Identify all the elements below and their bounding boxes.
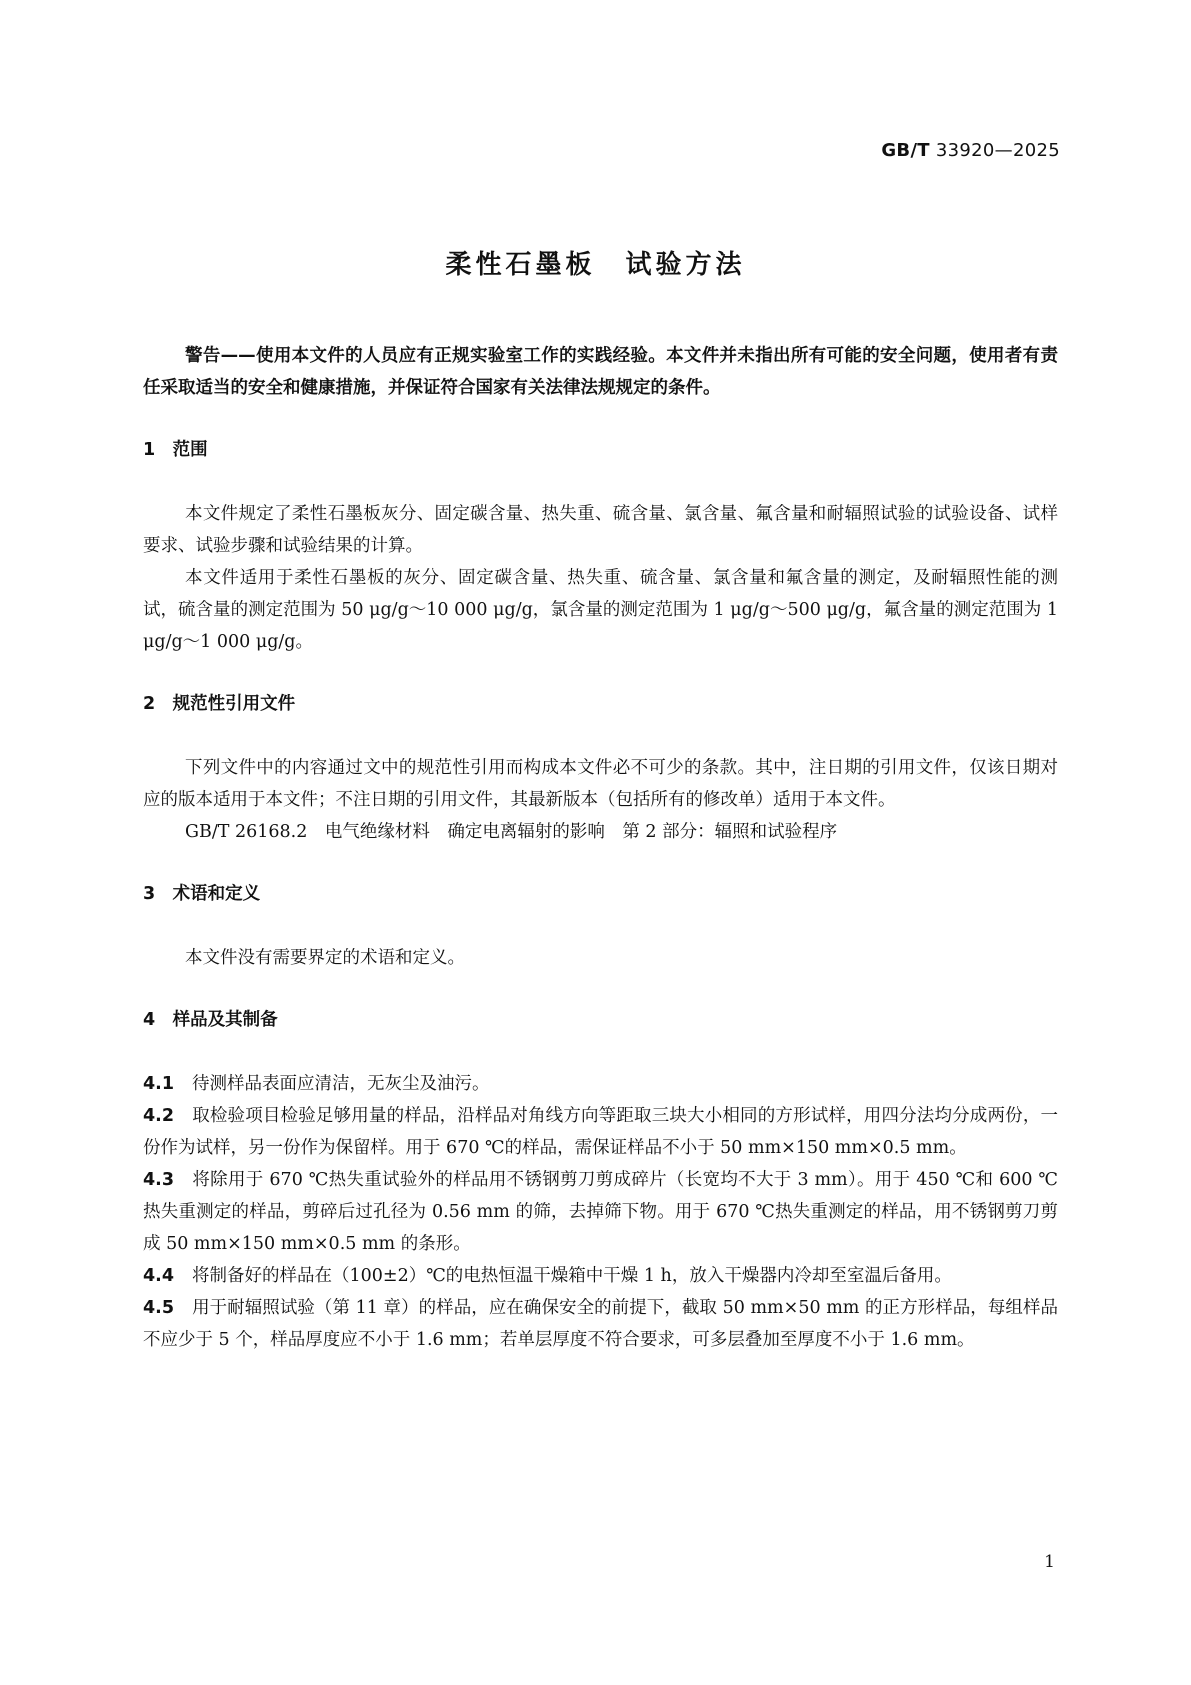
clause-number: 4.5 <box>143 1298 175 1318</box>
clause-number: 4.1 <box>143 1074 175 1094</box>
section-heading-scope: 1 范围 <box>143 440 208 460</box>
clause-text: 用于耐辐照试验（第 11 章）的样品，应在确保安全的前提下，截取 50 mm×50 mm 的正方形样品，每组样品不应少于 5 个，样品厚度应不小于 1.6 mm；若单层厚度不符合要求，可多层叠加至厚度不小于 1.6 mm。 <box>143 1298 1058 1350</box>
clause-4-1 <box>143 1068 1058 1100</box>
terms-paragraph: 本文件没有需要界定的术语和定义。 <box>185 948 465 968</box>
clause-text: 取检验项目检验足够用量的样品，沿样品对角线方向等距取三块大小相同的方形试样，用四分法均分成两份，一份作为试样，另一份作为保留样。用于 670 ℃的样品，需保证样品不小于 50 mm×150 mm×0.5 mm。 <box>143 1106 1058 1158</box>
standard-code: GB/T <box>881 140 930 161</box>
clause-text: 待测样品表面应清洁，无灰尘及油污。 <box>192 1074 490 1094</box>
document-body <box>143 340 1058 1356</box>
clause-number: 4.3 <box>143 1170 175 1190</box>
safety-warning: 警告——使用本文件的人员应有正规实验室工作的实践经验。本文件并未指出所有可能的安全问题，使用者有责任采取适当的安全和健康措施，并保证符合国家有关法律法规规定的条件。 <box>143 346 1058 398</box>
document-title: 柔性石墨板 试验方法 <box>445 250 746 280</box>
normative-reference: GB/T 26168.2 电气绝缘材料 确定电离辐射的影响 第 2 部分：辐照和试验程序 <box>185 822 838 842</box>
clause-4-5 <box>143 1292 1058 1356</box>
clause-number: 4.4 <box>143 1266 175 1286</box>
clause-4-2 <box>143 1100 1058 1164</box>
standard-number-value: 33920—2025 <box>935 140 1060 161</box>
standard-number <box>881 140 1060 161</box>
normative-paragraph: 下列文件中的内容通过文中的规范性引用而构成本文件必不可少的条款。其中，注日期的引用文件，仅该日期对应的版本适用于本文件；不注日期的引用文件，其最新版本（包括所有的修改单）适用于本文件。 <box>143 758 1058 810</box>
clause-4-4 <box>143 1260 1058 1292</box>
section-heading-normative-references: 2 规范性引用文件 <box>143 694 296 714</box>
section-heading-samples: 4 样品及其制备 <box>143 1010 278 1030</box>
clause-text: 将除用于 670 ℃热失重试验外的样品用不锈钢剪刀剪成碎片（长宽均不大于 3 mm）。用于 450 ℃和 600 ℃热失重测定的样品，剪碎后过孔径为 0.56 mm 的筛，去掉筛下物。用于 670 ℃热失重测定的样品，用不锈钢剪刀剪成 50 mm×150 mm×0.5 mm 的条形。 <box>143 1170 1058 1254</box>
clause-text: 将制备好的样品在（100±2）℃的电热恒温干燥箱中干燥 1 h，放入干燥器内冷却至室温后备用。 <box>192 1266 952 1286</box>
scope-paragraph: 本文件适用于柔性石墨板的灰分、固定碳含量、热失重、硫含量、氯含量和氟含量的测定，及耐辐照性能的测试，硫含量的测定范围为 50 μg/g～10 000 μg/g，氯含量的测定范围为 1 μg/g～500 μg/g，氟含量的测定范围为 1 μg/g～1 000 μg/g。 <box>143 568 1058 652</box>
scope-paragraph: 本文件规定了柔性石墨板灰分、固定碳含量、热失重、硫含量、氯含量、氟含量和耐辐照试验的试验设备、试样要求、试验步骤和试验结果的计算。 <box>143 504 1058 556</box>
clause-4-3 <box>143 1164 1058 1260</box>
page-number: 1 <box>1044 1552 1055 1572</box>
section-heading-terms: 3 术语和定义 <box>143 884 261 904</box>
clause-number: 4.2 <box>143 1106 175 1126</box>
